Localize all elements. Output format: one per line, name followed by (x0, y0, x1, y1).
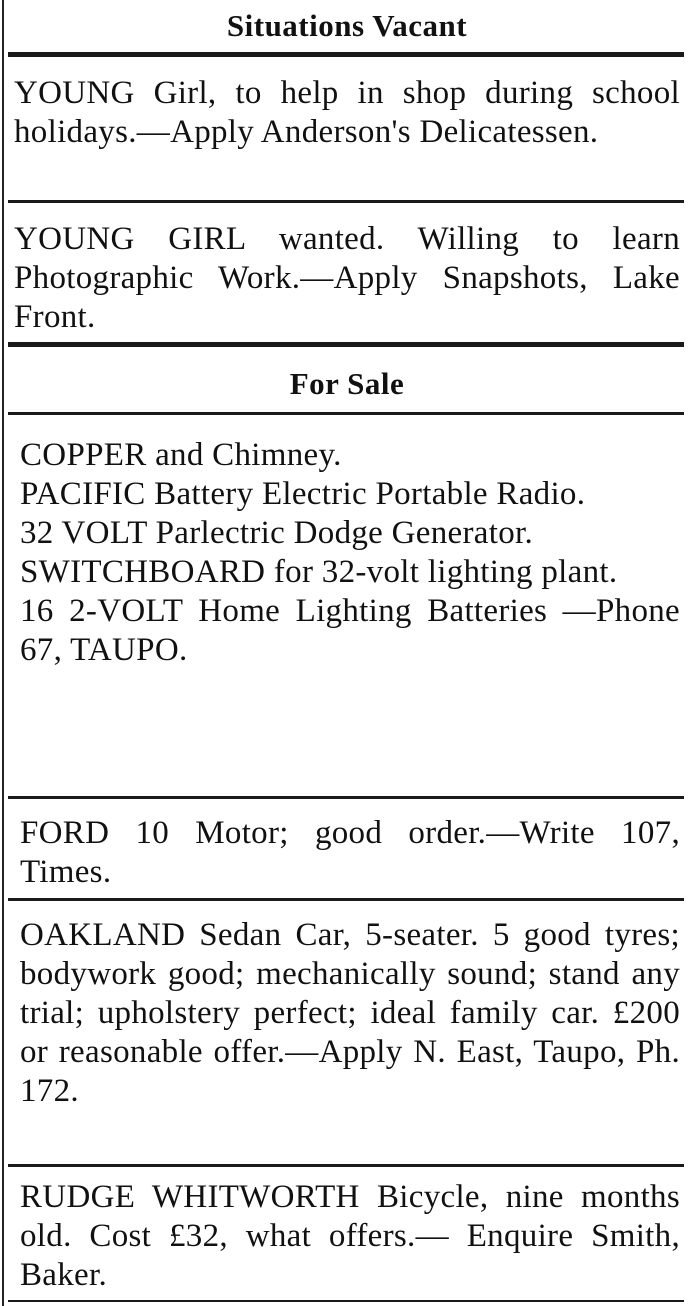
for-sale-items-list (20, 436, 680, 670)
ad-rudge-bicycle (20, 1178, 680, 1295)
list-item: 16 2-VOLT Home Lighting Batteries —Phone 67, TAUPO. (20, 593, 680, 668)
list-item: 32 VOLT Parlectric Dodge Generator. (20, 515, 534, 551)
list-item: COPPER and Chimney. (20, 437, 342, 473)
ad-young-girl-shop (14, 74, 680, 152)
section-divider (8, 342, 684, 347)
list-item: SWITCHBOARD for 32-volt lighting plant. (20, 554, 618, 590)
ad-text: RUDGE WHITWORTH Bicycle, nine months old. Cost £32, what offers.— Enquire Smith, Baker. (20, 1179, 680, 1293)
section-divider (8, 412, 684, 415)
ad-divider (8, 1164, 684, 1167)
list-item: PACIFIC Battery Electric Portable Radio. (20, 476, 586, 512)
ad-text: YOUNG Girl, to help in shop during school holidays.—Apply Anderson's Delicatessen. (14, 75, 680, 150)
ad-text: YOUNG GIRL wanted. Willing to learn Photographic Work.—Apply Snapshots, Lake Front. (14, 221, 680, 335)
situations-vacant-heading: Situations Vacant (226, 8, 468, 43)
section-divider (8, 52, 684, 57)
ad-young-girl-photographic (14, 220, 680, 337)
column-left-rule (2, 0, 4, 1306)
ad-divider (8, 200, 684, 203)
ad-oakland-sedan (20, 916, 680, 1111)
ad-divider (8, 796, 684, 799)
ad-text: OAKLAND Sedan Car, 5-seater. 5 good tyres; bodywork good; mechanically sound; stand any trial; upholstery perfect; ideal family car. £200 or reasonable offer.—Apply N. East, Taupo, Ph. 172. (20, 917, 680, 1109)
ad-text: FORD 10 Motor; good order.—Write 107, Times. (20, 815, 680, 890)
bottom-divider (8, 1300, 684, 1302)
for-sale-heading: For Sale (289, 366, 405, 401)
ad-divider (8, 898, 684, 901)
ad-ford-motor (20, 814, 680, 892)
